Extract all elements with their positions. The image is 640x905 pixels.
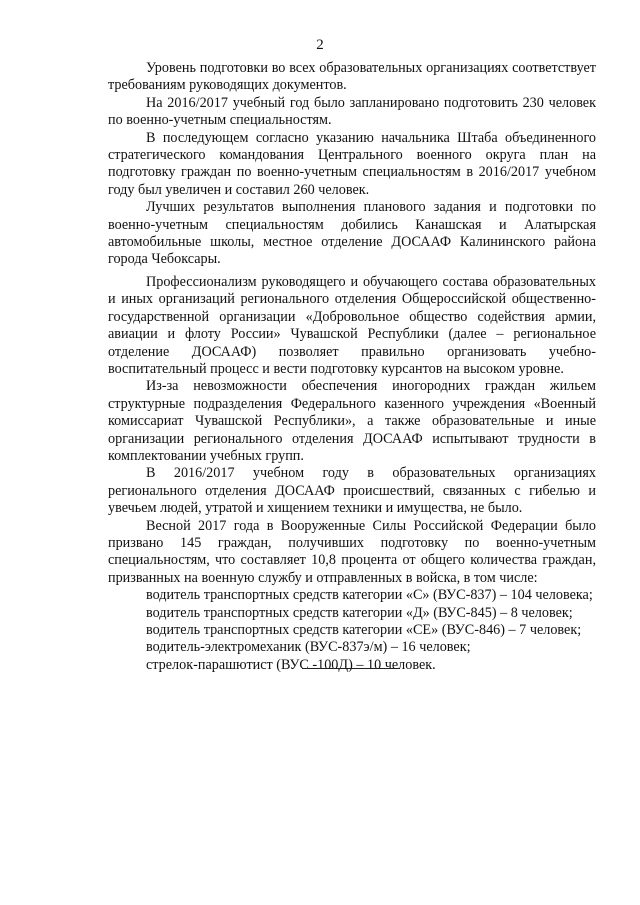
paragraph-spring-conscription: Весной 2017 года в Вооруженные Силы Российской Федерации было призвано 145 граждан, получивших подготовку по военно-учетным специальностям, что составляет 10,8 процента от общего количества граждан, призванных на военную службу и отправленных в войска, в том числе: bbox=[108, 517, 596, 586]
list-item: водитель транспортных средств категории «СЕ» (ВУС-846) – 7 человек; bbox=[146, 622, 582, 638]
paragraph-no-incidents: В 2016/2017 учебном году в образовательных организациях регионального отделения ДОСААФ происшествий, связанных с гибелью и увечьем людей, утратой и хищением техники и имущества, не было. bbox=[108, 465, 596, 517]
list-item: водитель-электромеханик (ВУС-837э/м) – 16 человек; bbox=[146, 639, 471, 656]
page-number: 2 bbox=[316, 37, 324, 53]
specialties-list bbox=[108, 587, 596, 674]
paragraph-professionalism: Профессионализм руководящего и обучающего состава образовательных и иных организаций регионального отделения Общероссийской общественно-государственной организации «Добровольное общество содействия армии, авиации и флоту России» Чувашской Республики (далее – региональное отделение ДОСААФ) позволяет правильно организовать учебно-воспитательный процесс и вести подготовку курсантов на высоком уровне. bbox=[108, 273, 596, 377]
paragraph-best-results: Лучших результатов выполнения планового задания и подготовки по военно-учетным специальностям добились Канашская и Алатырская автомобильные школы, местное отделение ДОСААФ Калининского района города Чебоксары. bbox=[108, 199, 596, 268]
paragraph-planned-230: На 2016/2017 учебный год было запланировано подготовить 230 человек по военно-учетным специальностям. bbox=[108, 94, 596, 129]
list-item: водитель транспортных средств категории «С» (ВУС-837) – 104 человека; bbox=[146, 587, 593, 604]
end-divider bbox=[302, 668, 400, 669]
list-item: стрелок-парашютист (ВУС -100Д) – 10 человек. bbox=[146, 656, 436, 673]
paragraph-training-level: Уровень подготовки во всех образовательных организациях соответствует требованиям руководящих документов. bbox=[108, 60, 596, 94]
document-body bbox=[108, 60, 596, 674]
list-item: водитель транспортных средств категории «Д» (ВУС-845) – 8 человек; bbox=[146, 604, 573, 621]
paragraph-housing-difficulties: Из-за невозможности обеспечения иногородних граждан жильем структурные подразделения Федерального казенного учреждения «Военный комиссариат Чувашской Республики», а также образовательные и иные организации регионального отделения ДОСААФ испытывают трудности в комплектовании учебных групп. bbox=[108, 378, 596, 464]
paragraph-plan-increase: В последующем согласно указанию начальника Штаба объединенного стратегического командования Центрального военного округа план на подготовку граждан по военно-учетным специальностям в 2016/2017 учебном году был увеличен и составил 260 человек. bbox=[108, 129, 596, 198]
